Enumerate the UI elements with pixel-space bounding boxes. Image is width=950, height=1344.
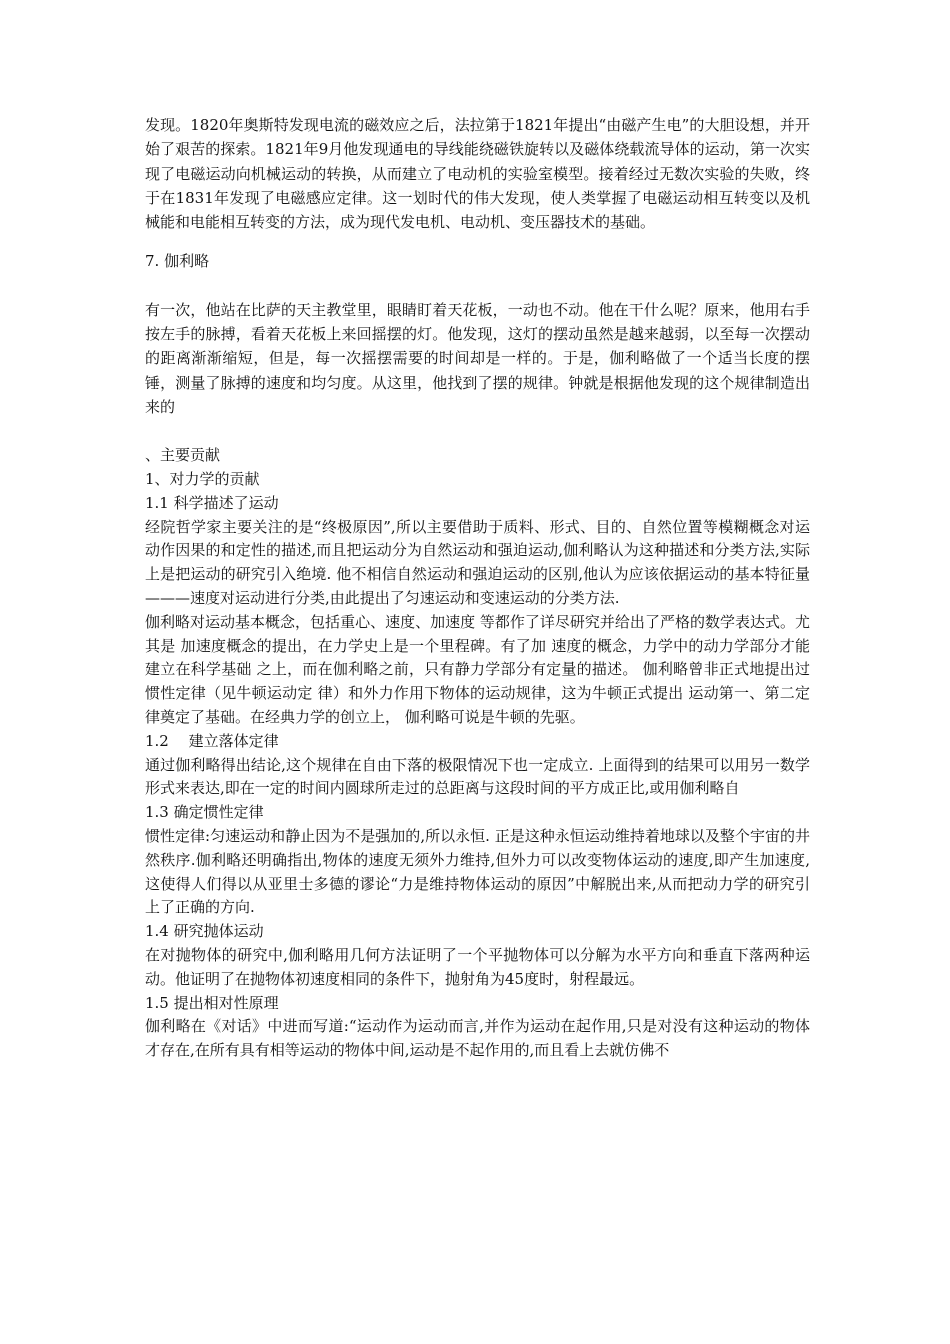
document-page: [145, 113, 810, 1063]
heading-section-1-3: 1.3 确定惯性定律: [145, 803, 264, 822]
heading-section-1-4: 1.4 研究抛体运动: [145, 922, 264, 941]
heading-section-1-1: 1.1 科学描述了运动: [145, 493, 279, 512]
paragraph-section-1-1-b: 伽利略对运动基本概念，包括重心、速度、加速度 等都作了详尽研究并给出了严格的数学表达式。尤其是 加速度概念的提出，在力学史上是一个里程碑。有了加 速度的概念，力学中的动力学部分才能建立在科学基础 之上，而在伽利略之前，只有静力学部分有定量的描述。 伽利略曾非正式地提出过惯性定律（见牛顿运动定 律）和外力作用下物体的运动规律，这为牛顿正式提出 运动第一、第二定律奠定了基础。在经典力学的创立上， 伽利略可说是牛顿的先驱。: [145, 612, 810, 727]
paragraph-faraday: 发现。1820年奥斯特发现电流的磁效应之后，法拉第于1821年提出“由磁产生电”的大胆设想，并开始了艰苦的探索。1821年9月他发现通电的导线能绕磁铁旋转以及磁体绕载流导体的运动，第一次实现了电磁运动向机械运动的转换，从而建立了电动机的实验室模型。接着经过无数次实验的失败，终于在1831年发现了电磁感应定律。这一划时代的伟大发现，使人类掌握了电磁运动相互转变以及机械能和电能相互转变的方法，成为现代发电机、电动机、变压器技术的基础。: [145, 116, 810, 232]
paragraph-section-1-5: 伽利略在《对话》中进而写道:“运动作为运动而言,并作为运动在起作用,只是对没有这种运动的物体才存在,在所有具有相等运动的物体中间,运动是不起作用的,而且看上去就仿佛不: [145, 1017, 810, 1060]
paragraph-pendulum: 有一次，他站在比萨的天主教堂里，眼睛盯着天花板，一动也不动。他在干什么呢？原来，他用右手按左手的脉搏，看着天花板上来回摇摆的灯。他发现，这灯的摆动虽然是越来越弱，以至每一次摆动的距离渐渐缩短，但是，每一次摇摆需要的时间却是一样的。于是，伽利略做了一个适当长度的摆锤，测量了脉搏的速度和均匀度。从这里，他找到了摆的规律。钟就是根据他发现的这个规律制造出来的: [145, 300, 810, 416]
heading-main-contributions: 、主要贡献: [145, 446, 221, 465]
paragraph-section-1-1-a: 经院哲学家主要关注的是“终极原因”,所以主要借助于质料、形式、目的、自然位置等模糊概念对运动作因果的和定性的描述,而且把运动分为自然运动和强迫运动,伽利略认为这种描述和分类方法,实际上是把运动的研究引入绝境. 他不相信自然运动和强迫运动的区别,他认为应该依据运动的基本特征量———速度对运动进行分类,由此提出了匀速运动和变速运动的分类方法.: [145, 517, 810, 608]
paragraph-section-1-3: 惯性定律:匀速运动和静止因为不是强加的,所以永恒. 正是这种永恒运动维持着地球以及整个宇宙的井然秩序.伽利略还明确指出,物体的速度无须外力维持,但外力可以改变物体运动的速度,即产生加速度,这使得人们得以从亚里士多德的谬论“力是维持物体运动的原因”中解脱出来,从而把动力学的研究引上了正确的方向.: [145, 827, 810, 917]
heading-mechanics: 1、对力学的贡献: [145, 470, 260, 489]
heading-section-1-2: 1.2 建立落体定律: [145, 731, 279, 750]
paragraph-section-1-2: 通过伽利略得出结论,这个规律在自由下落的极限情况下也一定成立. 上面得到的结果可以用另一数学形式来表达,即在一定的时间内圆球所走过的总距离与这段时间的平方成正比,或用伽利略自: [145, 755, 810, 798]
paragraph-section-1-4: 在对抛物体的研究中,伽利略用几何方法证明了一个平抛物体可以分解为水平方向和垂直下落两种运动。他证明了在抛物体初速度相同的条件下，抛射角为45度时，射程最远。: [145, 946, 810, 988]
heading-galileo: 7. 伽利略: [145, 252, 210, 271]
heading-section-1-5: 1.5 提出相对性原理: [145, 993, 279, 1012]
